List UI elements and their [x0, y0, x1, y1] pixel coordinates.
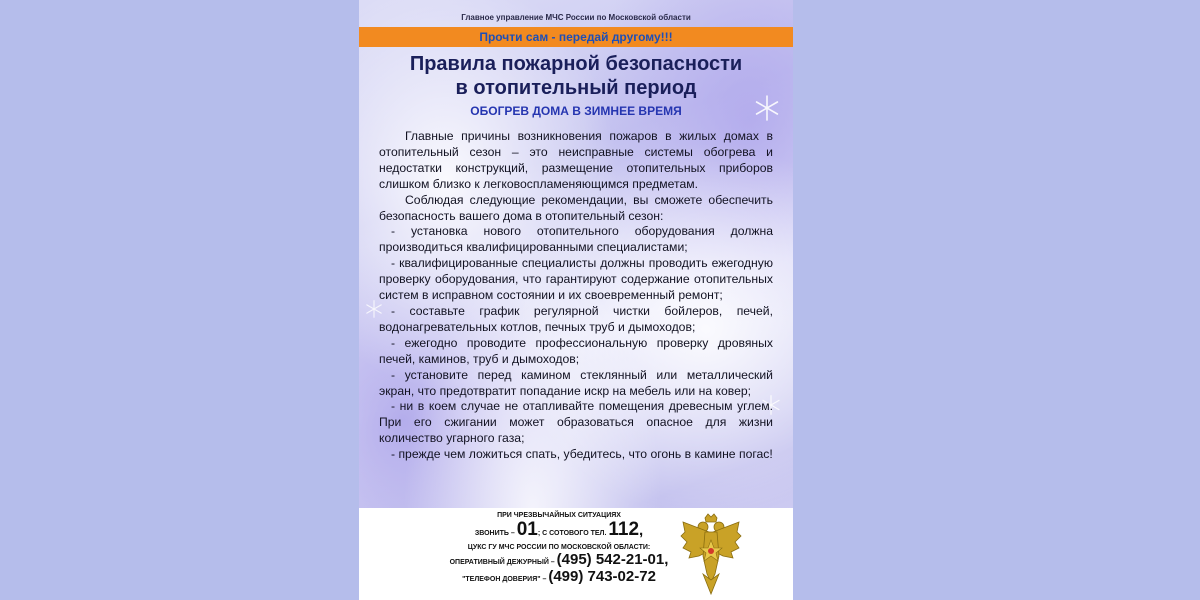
safety-rules-text — [379, 129, 773, 463]
emergency-contacts-footer — [359, 508, 793, 600]
title-line-1: Правила пожарной безопасности — [409, 53, 743, 75]
slogan-banner: Прочти сам - передай другому!!! — [359, 27, 793, 47]
rule-item: - ежегодно проводите профессиональную проверку дровяных печей, каминов, труб и дымоходов; — [379, 335, 773, 366]
rule-item: - ни в коем случае не отапливайте помещения древесным углем. При его сжигании может образоваться опасное для жизни количество угарного газа; — [379, 399, 773, 446]
rule-item: - составьте график регулярной чистки бойлеров, печей, водонагревательных котлов, печных труб и дымоходов; — [379, 303, 773, 334]
mobile-suffix: , — [639, 522, 644, 539]
lead-paragraph: Соблюдая следующие рекомендации, вы сможете обеспечить безопасность вашего дома в отопительный сезон: — [379, 192, 773, 223]
duty-label: ОПЕРАТИВНЫЙ ДЕЖУРНЫЙ – — [449, 559, 555, 566]
trust-label: "ТЕЛЕФОН ДОВЕРИЯ" – — [462, 576, 547, 583]
trust-row — [409, 568, 709, 585]
rule-item: - прежде чем ложиться спать, убедитесь, что огонь в камине погас! — [391, 447, 773, 462]
call-label: ЗВОНИТЬ – — [474, 530, 515, 537]
emergency-label: ПРИ ЧРЕЗВЫЧАЙНЫХ СИТУАЦИЯХ — [497, 512, 621, 519]
rule-item: - установка нового отопительного оборудования должна производиться квалифицированными специалистами; — [379, 224, 773, 255]
mobile-number: 112 — [608, 519, 640, 540]
rule-item: - установите перед камином стеклянный или металлический экран, что предотвратит попадание искр на мебель или на ковер; — [379, 367, 773, 398]
mchs-eagle-emblem-icon — [679, 512, 743, 596]
poster-title — [359, 52, 793, 100]
call-number: 01 — [516, 519, 538, 540]
intro-paragraph: Главные причины возникновения пожаров в жилых домах в отопительный сезон – это неисправные системы обогрева и недостатки конструкций, размещение отопительных приборов слишком близко к легковоспламеняющимся предметам. — [379, 129, 773, 191]
call-row — [409, 519, 709, 541]
safety-poster — [359, 0, 793, 600]
duty-row — [409, 551, 709, 568]
duty-phone: (495) 542-21-01 — [556, 551, 665, 568]
poster-subtitle: ОБОГРЕВ ДОМА В ЗИМНЕЕ ВРЕМЯ — [470, 104, 682, 118]
title-line-2: в отопительный период — [455, 77, 697, 99]
emergency-contacts — [409, 512, 709, 585]
trust-phone: (499) 743-02-72 — [548, 568, 656, 585]
duty-suffix: , — [664, 551, 669, 568]
organization-header: Главное управление МЧС России по Московской области — [461, 13, 691, 22]
center-label: ЦУКС ГУ МЧС РОССИИ ПО МОСКОВСКОЙ ОБЛАСТИ: — [467, 544, 651, 551]
rule-item: - квалифицированные специалисты должны проводить ежегодную проверку оборудования, что гарантируют содержание отопительных систем в исправном состоянии и их своевременный ремонт; — [379, 256, 773, 303]
mobile-label: ; С СОТОВОГО ТЕЛ. — [537, 530, 607, 537]
